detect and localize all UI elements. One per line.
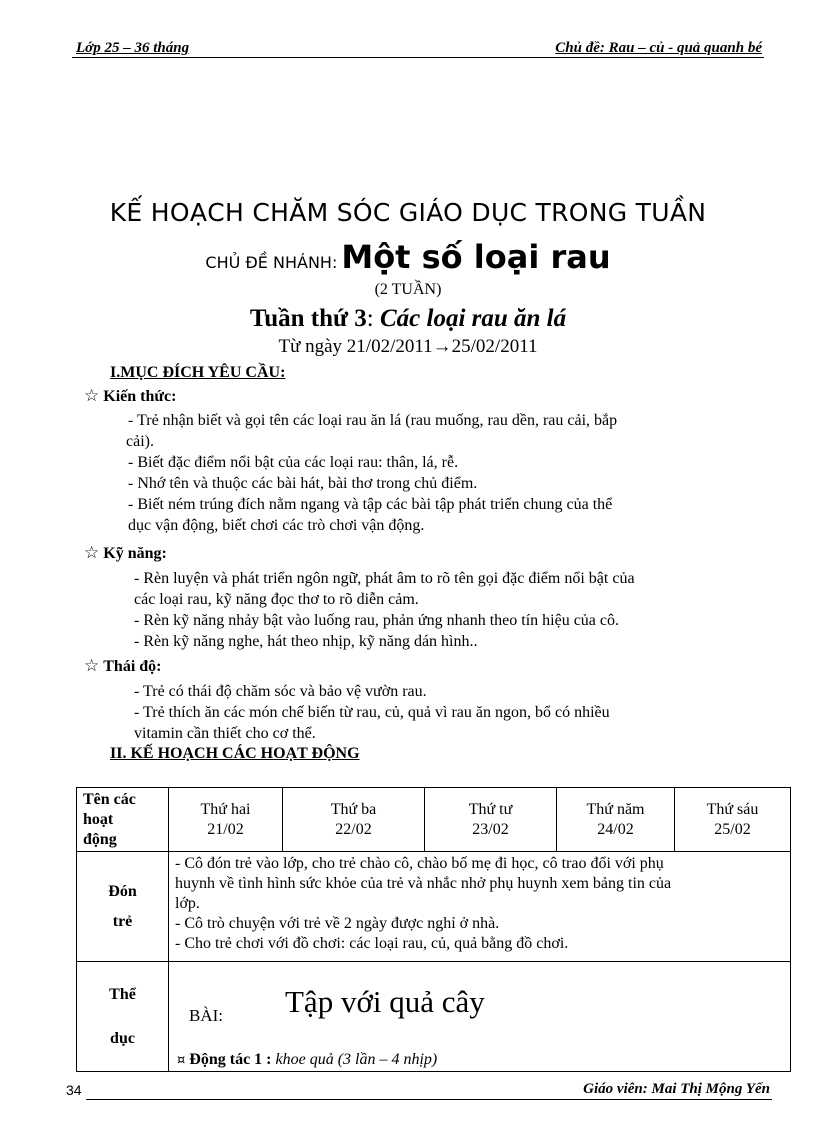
- star-icon: ☆: [84, 656, 100, 676]
- day-name: Thứ tư: [468, 800, 513, 818]
- corner-cell: [77, 788, 169, 852]
- skills-list: [134, 568, 754, 652]
- lesson-label: BÀI:: [189, 1006, 223, 1025]
- don-tre-line: - Cô đón trẻ vào lớp, cho trẻ chào cô, chào bố mẹ đi học, cô trao đổi với phụ: [175, 855, 664, 872]
- attitude-list: [134, 681, 754, 744]
- don-tre-line: - Cô trò chuyện với trẻ về 2 ngày được nghỉ ở nhà.: [175, 915, 500, 932]
- skills-label: Kỹ năng:: [103, 545, 167, 562]
- day-thursday: [557, 788, 675, 852]
- knowledge-line: - Nhớ tên và thuộc các bài hát, bài thơ trong chủ điểm.: [128, 475, 478, 492]
- corner-line: hoạt: [83, 811, 114, 828]
- footer-rule: [86, 1099, 772, 1100]
- knowledge-line: dục vận động, biết chơi các trò chơi vận động.: [128, 517, 425, 534]
- day-name: Thứ hai: [200, 800, 251, 818]
- day-monday: [169, 788, 283, 852]
- day-date: 24/02: [597, 820, 634, 838]
- the-duc-content: [169, 962, 791, 1072]
- week-label: Tuần thứ 3: [249, 305, 367, 332]
- currency-sign-icon: ¤: [177, 1053, 186, 1068]
- day-date: 25/02: [714, 820, 751, 838]
- week-title: [0, 305, 816, 333]
- day-name: Thứ ba: [330, 800, 377, 818]
- star-icon: ☆: [84, 386, 100, 406]
- star-icon: ☆: [84, 543, 100, 563]
- exercise-line: [177, 1050, 437, 1071]
- branch-label: CHỦ ĐỀ NHÁNH:: [205, 253, 338, 272]
- branch-title: [0, 238, 816, 276]
- duration: (2 TUẦN): [374, 281, 442, 298]
- attitude-label: Thái độ:: [103, 658, 162, 675]
- day-wednesday: [425, 788, 557, 852]
- day-date: 23/02: [472, 820, 509, 838]
- skills-line: - Rèn luyện và phát triển ngôn ngữ, phát âm to rõ tên gọi đặc điểm nổi bật của: [134, 570, 635, 587]
- knowledge-line: - Trẻ nhận biết và gọi tên các loại rau ăn lá (rau muống, rau dền, rau cải, bắp: [128, 412, 618, 429]
- knowledge-line: cải).: [126, 433, 154, 450]
- don-tre-content: [169, 852, 791, 962]
- attitude-line: - Trẻ thích ăn các món chế biến từ rau, củ, quả vì rau ăn ngon, bổ có nhiều: [134, 704, 610, 721]
- attitude-line: - Trẻ có thái độ chăm sóc và bảo vệ vườn rau.: [134, 683, 427, 700]
- header-rule: [72, 57, 764, 58]
- day-friday: [675, 788, 791, 852]
- lesson-title: Tập với quả cây: [285, 984, 485, 1019]
- week-sep: :: [366, 305, 380, 332]
- week-topic: Các loại rau ăn lá: [379, 305, 567, 332]
- the-duc-label-line: Thể: [109, 985, 136, 1003]
- knowledge-line: - Biết đặc điểm nổi bật của các loại rau: thân, lá, rễ.: [128, 454, 459, 471]
- corner-line: Tên các: [83, 791, 136, 808]
- don-tre-label-line: trẻ: [112, 912, 133, 930]
- section1-heading: I.MỤC ĐÍCH YÊU CẦU:: [110, 364, 286, 381]
- attitude-heading: [84, 656, 162, 676]
- don-tre-line: lớp.: [175, 895, 200, 912]
- day-date: 21/02: [207, 820, 244, 838]
- knowledge-line: - Biết ném trúng đích nằm ngang và tập các bài tập phát triển chung của thể: [128, 496, 613, 513]
- activity-table: [76, 787, 791, 1072]
- knowledge-heading: [84, 386, 176, 406]
- attitude-line: vitamin cần thiết cho cơ thể.: [134, 725, 316, 742]
- the-duc-label: [77, 962, 169, 1072]
- table-header-row: [77, 788, 791, 852]
- skills-line: - Rèn kỹ năng nhảy bật vào luống rau, phản ứng nhanh theo tín hiệu của cô.: [134, 612, 619, 629]
- header-topic: Chủ đề: Rau – củ - quả quanh bé: [555, 40, 762, 56]
- day-name: Thứ sáu: [706, 800, 759, 818]
- don-tre-label: [77, 852, 169, 962]
- skills-heading: [84, 543, 167, 563]
- plan-title: KẾ HOẠCH CHĂM SÓC GIÁO DỤC TRONG TUẦN: [109, 198, 707, 227]
- section2-heading: II. KẾ HOẠCH CÁC HOẠT ĐỘNG: [110, 745, 360, 762]
- exercise-label: Động tác 1 :: [189, 1051, 272, 1068]
- day-tuesday: [283, 788, 425, 852]
- knowledge-list: [128, 410, 738, 536]
- branch-name: Một số loại rau: [341, 238, 611, 276]
- date-range: Từ ngày 21/02/2011→25/02/2011: [278, 336, 538, 357]
- page-number: 34: [66, 1082, 82, 1098]
- don-tre-label-line: Đón: [108, 882, 137, 900]
- don-tre-line: huynh về tình hình sức khỏe của trẻ và nhắc nhở phụ huynh xem bảng tin của: [175, 875, 672, 892]
- skills-line: - Rèn kỹ năng nghe, hát theo nhịp, kỹ năng dán hình..: [134, 633, 478, 650]
- don-tre-row: [77, 852, 791, 962]
- corner-line: động: [83, 831, 117, 848]
- teacher-name: Giáo viên: Mai Thị Mộng Yến: [583, 1081, 770, 1097]
- day-date: 22/02: [335, 820, 372, 838]
- header-class: Lớp 25 – 36 tháng: [76, 40, 190, 56]
- skills-line: các loại rau, kỹ năng đọc thơ to rõ diễn cảm.: [134, 591, 419, 608]
- don-tre-line: - Cho trẻ chơi với đồ chơi: các loại rau, củ, quả bằng đồ chơi.: [175, 935, 569, 952]
- the-duc-label-line: dục: [110, 1029, 135, 1047]
- knowledge-label: Kiến thức:: [103, 388, 177, 405]
- day-name: Thứ năm: [586, 800, 645, 818]
- exercise-text: khoe quả (3 lần – 4 nhịp): [275, 1051, 438, 1068]
- the-duc-row: [77, 962, 791, 1072]
